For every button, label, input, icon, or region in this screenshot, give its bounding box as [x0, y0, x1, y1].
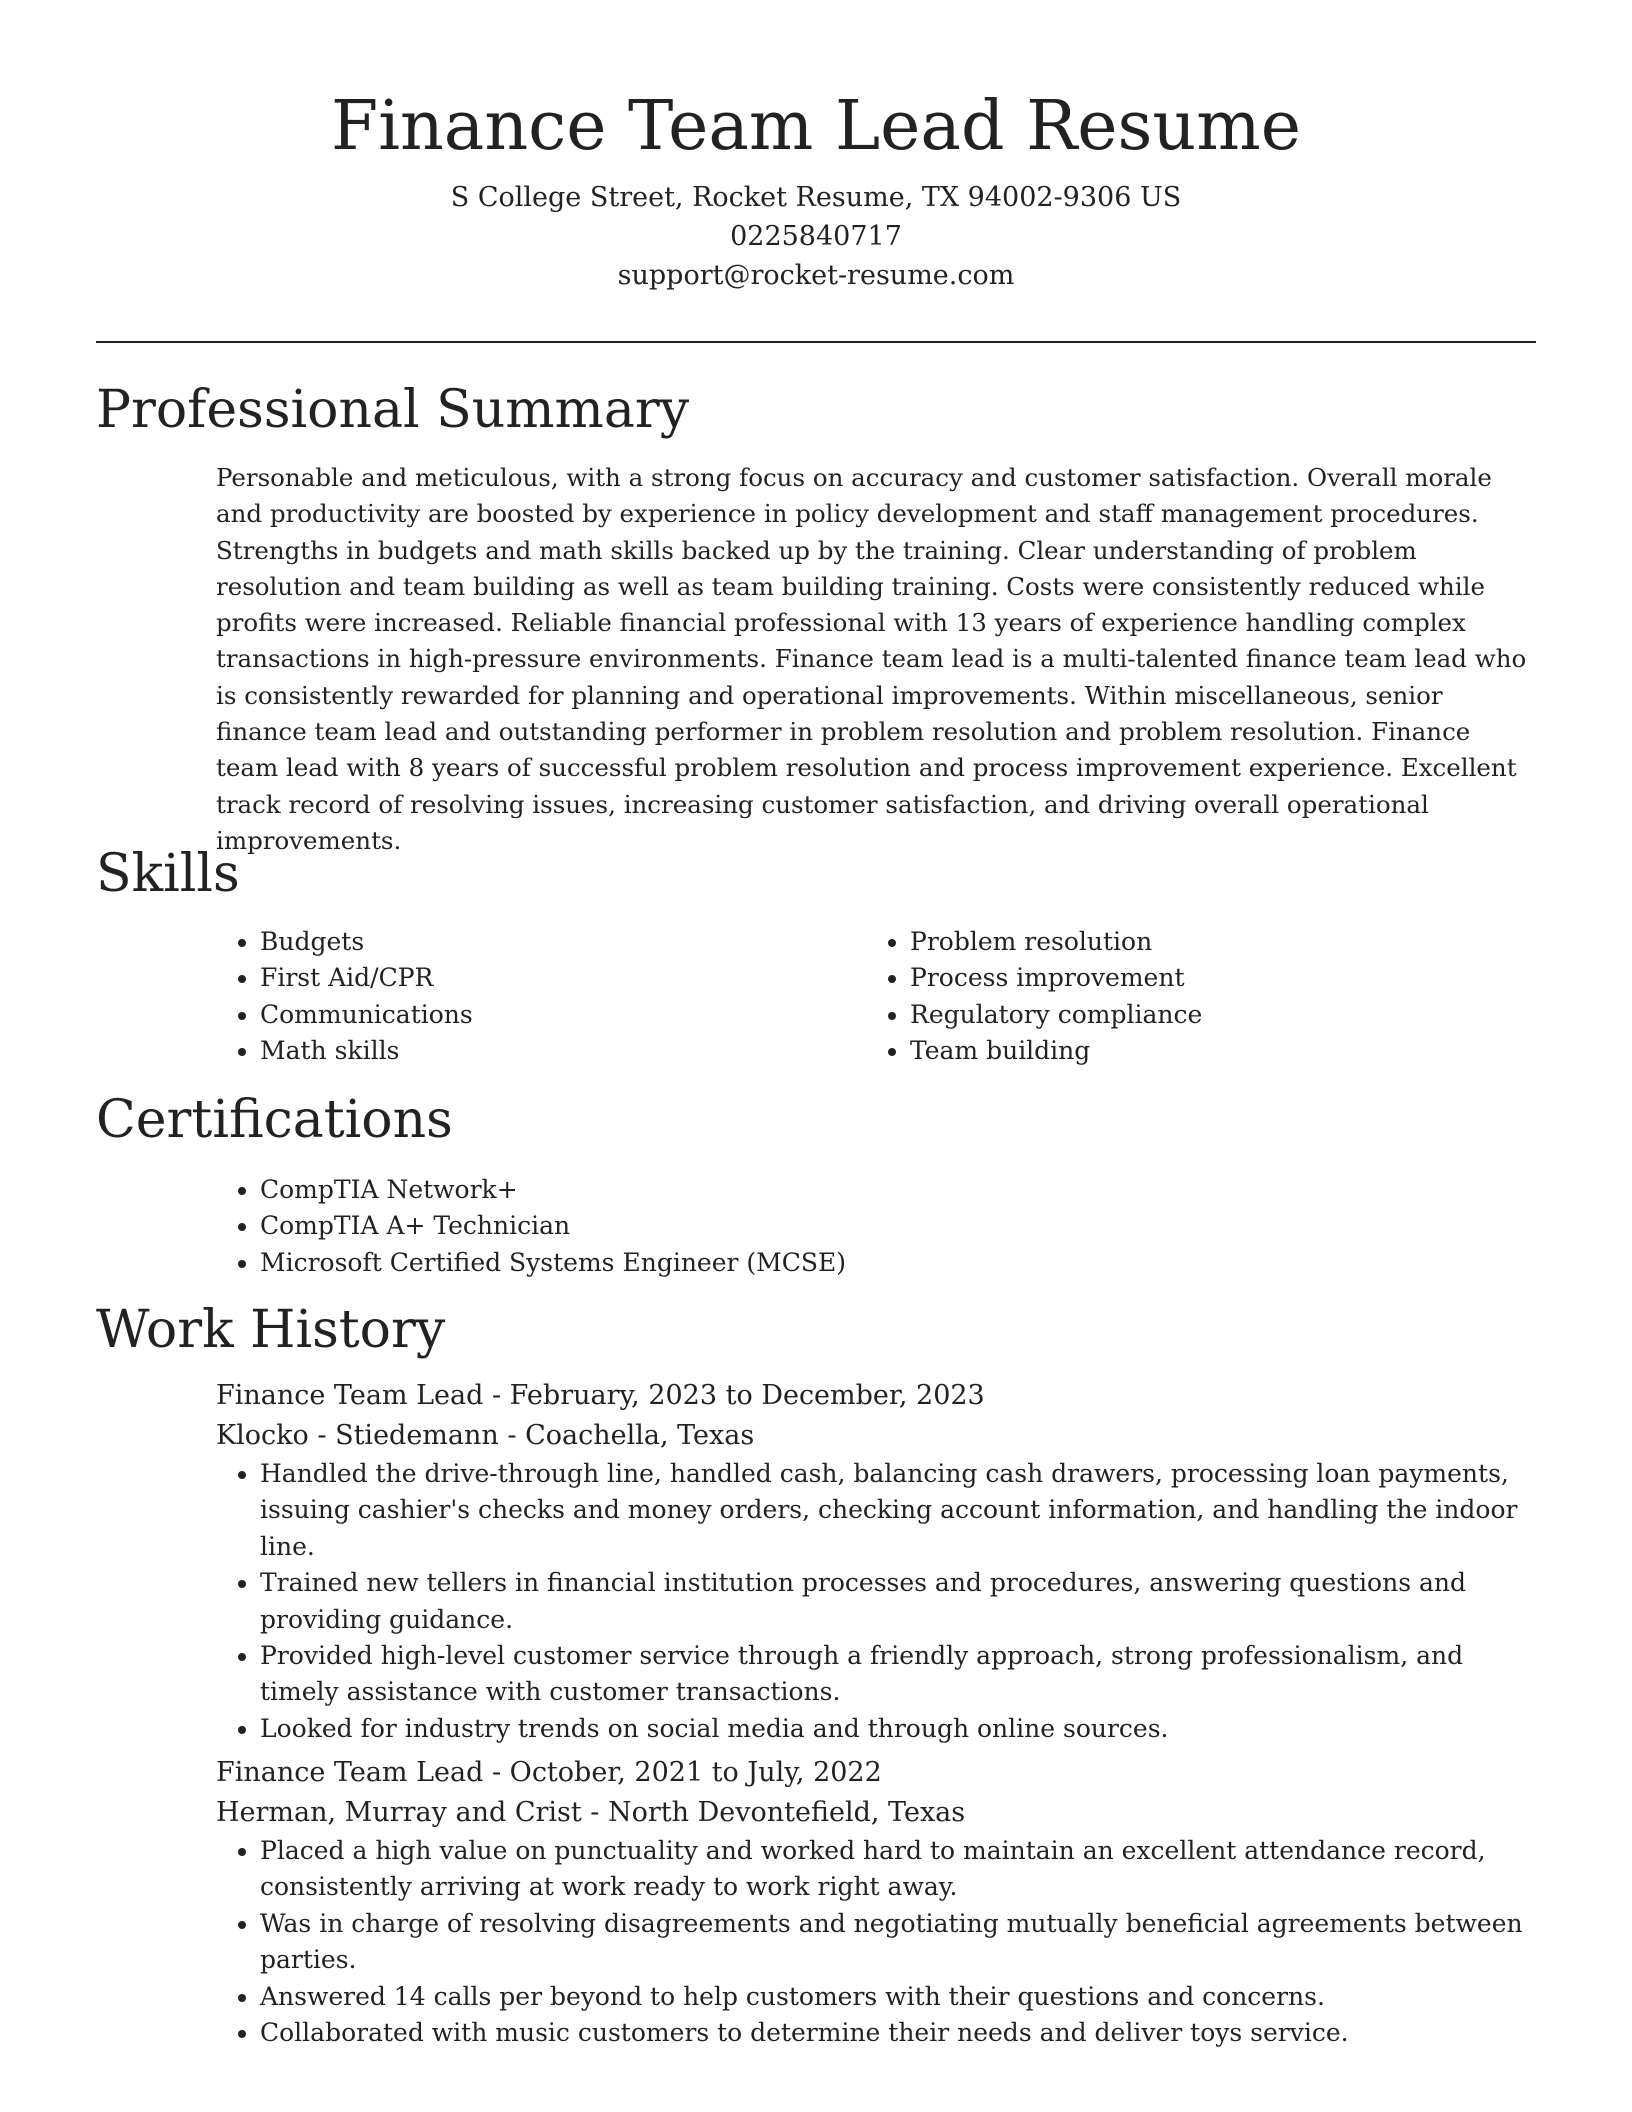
job-company-location: Herman, Murray and Crist - North Devontefield, Texas — [216, 1797, 966, 1828]
job-duty-item: • Placed a high value on punctuality and worked hard to maintain an excellent attendance record, consistently arriving at work ready to work right away. — [260, 1833, 1536, 1906]
job-duty-item: • Looked for industry trends on social media and through online sources. — [260, 1711, 1536, 1747]
job-duty-item: • Provided high-level customer service through a friendly approach, strong professionalism, and timely assistance with customer transactions. — [260, 1638, 1536, 1711]
work-history-heading: Work History — [96, 1300, 446, 1360]
skills-heading: Skills — [96, 844, 240, 904]
skill-item: • Regulatory compliance — [910, 997, 1516, 1033]
job-duties-list — [216, 1833, 1536, 2051]
job-duty-item: • Was in charge of resolving disagreements and negotiating mutually beneficial agreements between parties. — [260, 1906, 1536, 1979]
skill-item: • Problem resolution — [910, 924, 1516, 960]
summary-text: Personable and meticulous, with a strong focus on accuracy and customer satisfaction. Overall morale and productivity are boosted by experience in policy development and staff management procedures. Strengths in budgets and math skills backed up by the training. Clear understanding of problem resolution and team building as well as team building training. Costs were consistently reduced while profits were increased. Reliable financial professional with 13 years of experience handling complex transactions in high-pressure environments. Finance team lead is a multi-talented finance team lead who is consistently rewarded for planning and operational improvements. Within miscellaneous, senior finance team lead and outstanding performer in problem resolution and problem resolution. Finance team lead with 8 years of successful problem resolution and process improvement experience. Excellent track record of resolving issues, increasing customer satisfaction, and driving overall operational improvements. — [216, 463, 1527, 855]
skills-column-right — [866, 924, 1516, 1070]
contact-info — [96, 178, 1536, 295]
skills-column-left — [216, 924, 866, 1070]
certification-item: • CompTIA A+ Technician — [260, 1208, 1536, 1244]
phone-text: 0225840717 — [730, 221, 902, 252]
certification-item: • CompTIA Network+ — [260, 1172, 1536, 1208]
email-text: support@rocket-resume.com — [617, 260, 1015, 291]
job-duties-list — [216, 1456, 1536, 1747]
job-duty-item: • Trained new tellers in financial institution processes and procedures, answering questions and providing guidance. — [260, 1565, 1536, 1638]
header-divider — [96, 341, 1536, 343]
resume-title: Finance Team Lead Resume — [331, 87, 1301, 166]
job-entry — [216, 1753, 1536, 2051]
certifications-list — [216, 1172, 1536, 1281]
job-duty-item: • Answered 14 calls per beyond to help customers with their questions and concerns. — [260, 1979, 1536, 2015]
address-text: S College Street, Rocket Resume, TX 94002-9306 US — [450, 182, 1182, 213]
job-duty-item: • Collaborated with music customers to determine their needs and deliver toys service. — [260, 2015, 1536, 2051]
resume-header — [96, 82, 1536, 295]
skill-item: • Communications — [260, 997, 866, 1033]
certification-item: • Microsoft Certified Systems Engineer (MCSE) — [260, 1245, 1536, 1281]
skill-item: • Math skills — [260, 1033, 866, 1069]
skill-item: • Team building — [910, 1033, 1516, 1069]
skill-item: • Budgets — [260, 924, 866, 960]
certifications-heading: Certifications — [96, 1090, 453, 1150]
skill-item: • Process improvement — [910, 960, 1516, 996]
job-entry — [216, 1376, 1536, 1747]
job-title-dates: Finance Team Lead - October, 2021 to July, 2022 — [216, 1757, 882, 1788]
job-title-dates: Finance Team Lead - February, 2023 to December, 2023 — [216, 1380, 985, 1411]
summary-heading: Professional Summary — [96, 380, 690, 440]
skills-list — [216, 924, 1536, 1070]
job-company-location: Klocko - Stiedemann - Coachella, Texas — [216, 1420, 755, 1451]
job-duty-item: • Handled the drive-through line, handled cash, balancing cash drawers, processing loan payments, issuing cashier's checks and money orders, checking account information, and handling the indoor line. — [260, 1456, 1536, 1565]
skill-item: • First Aid/CPR — [260, 960, 866, 996]
